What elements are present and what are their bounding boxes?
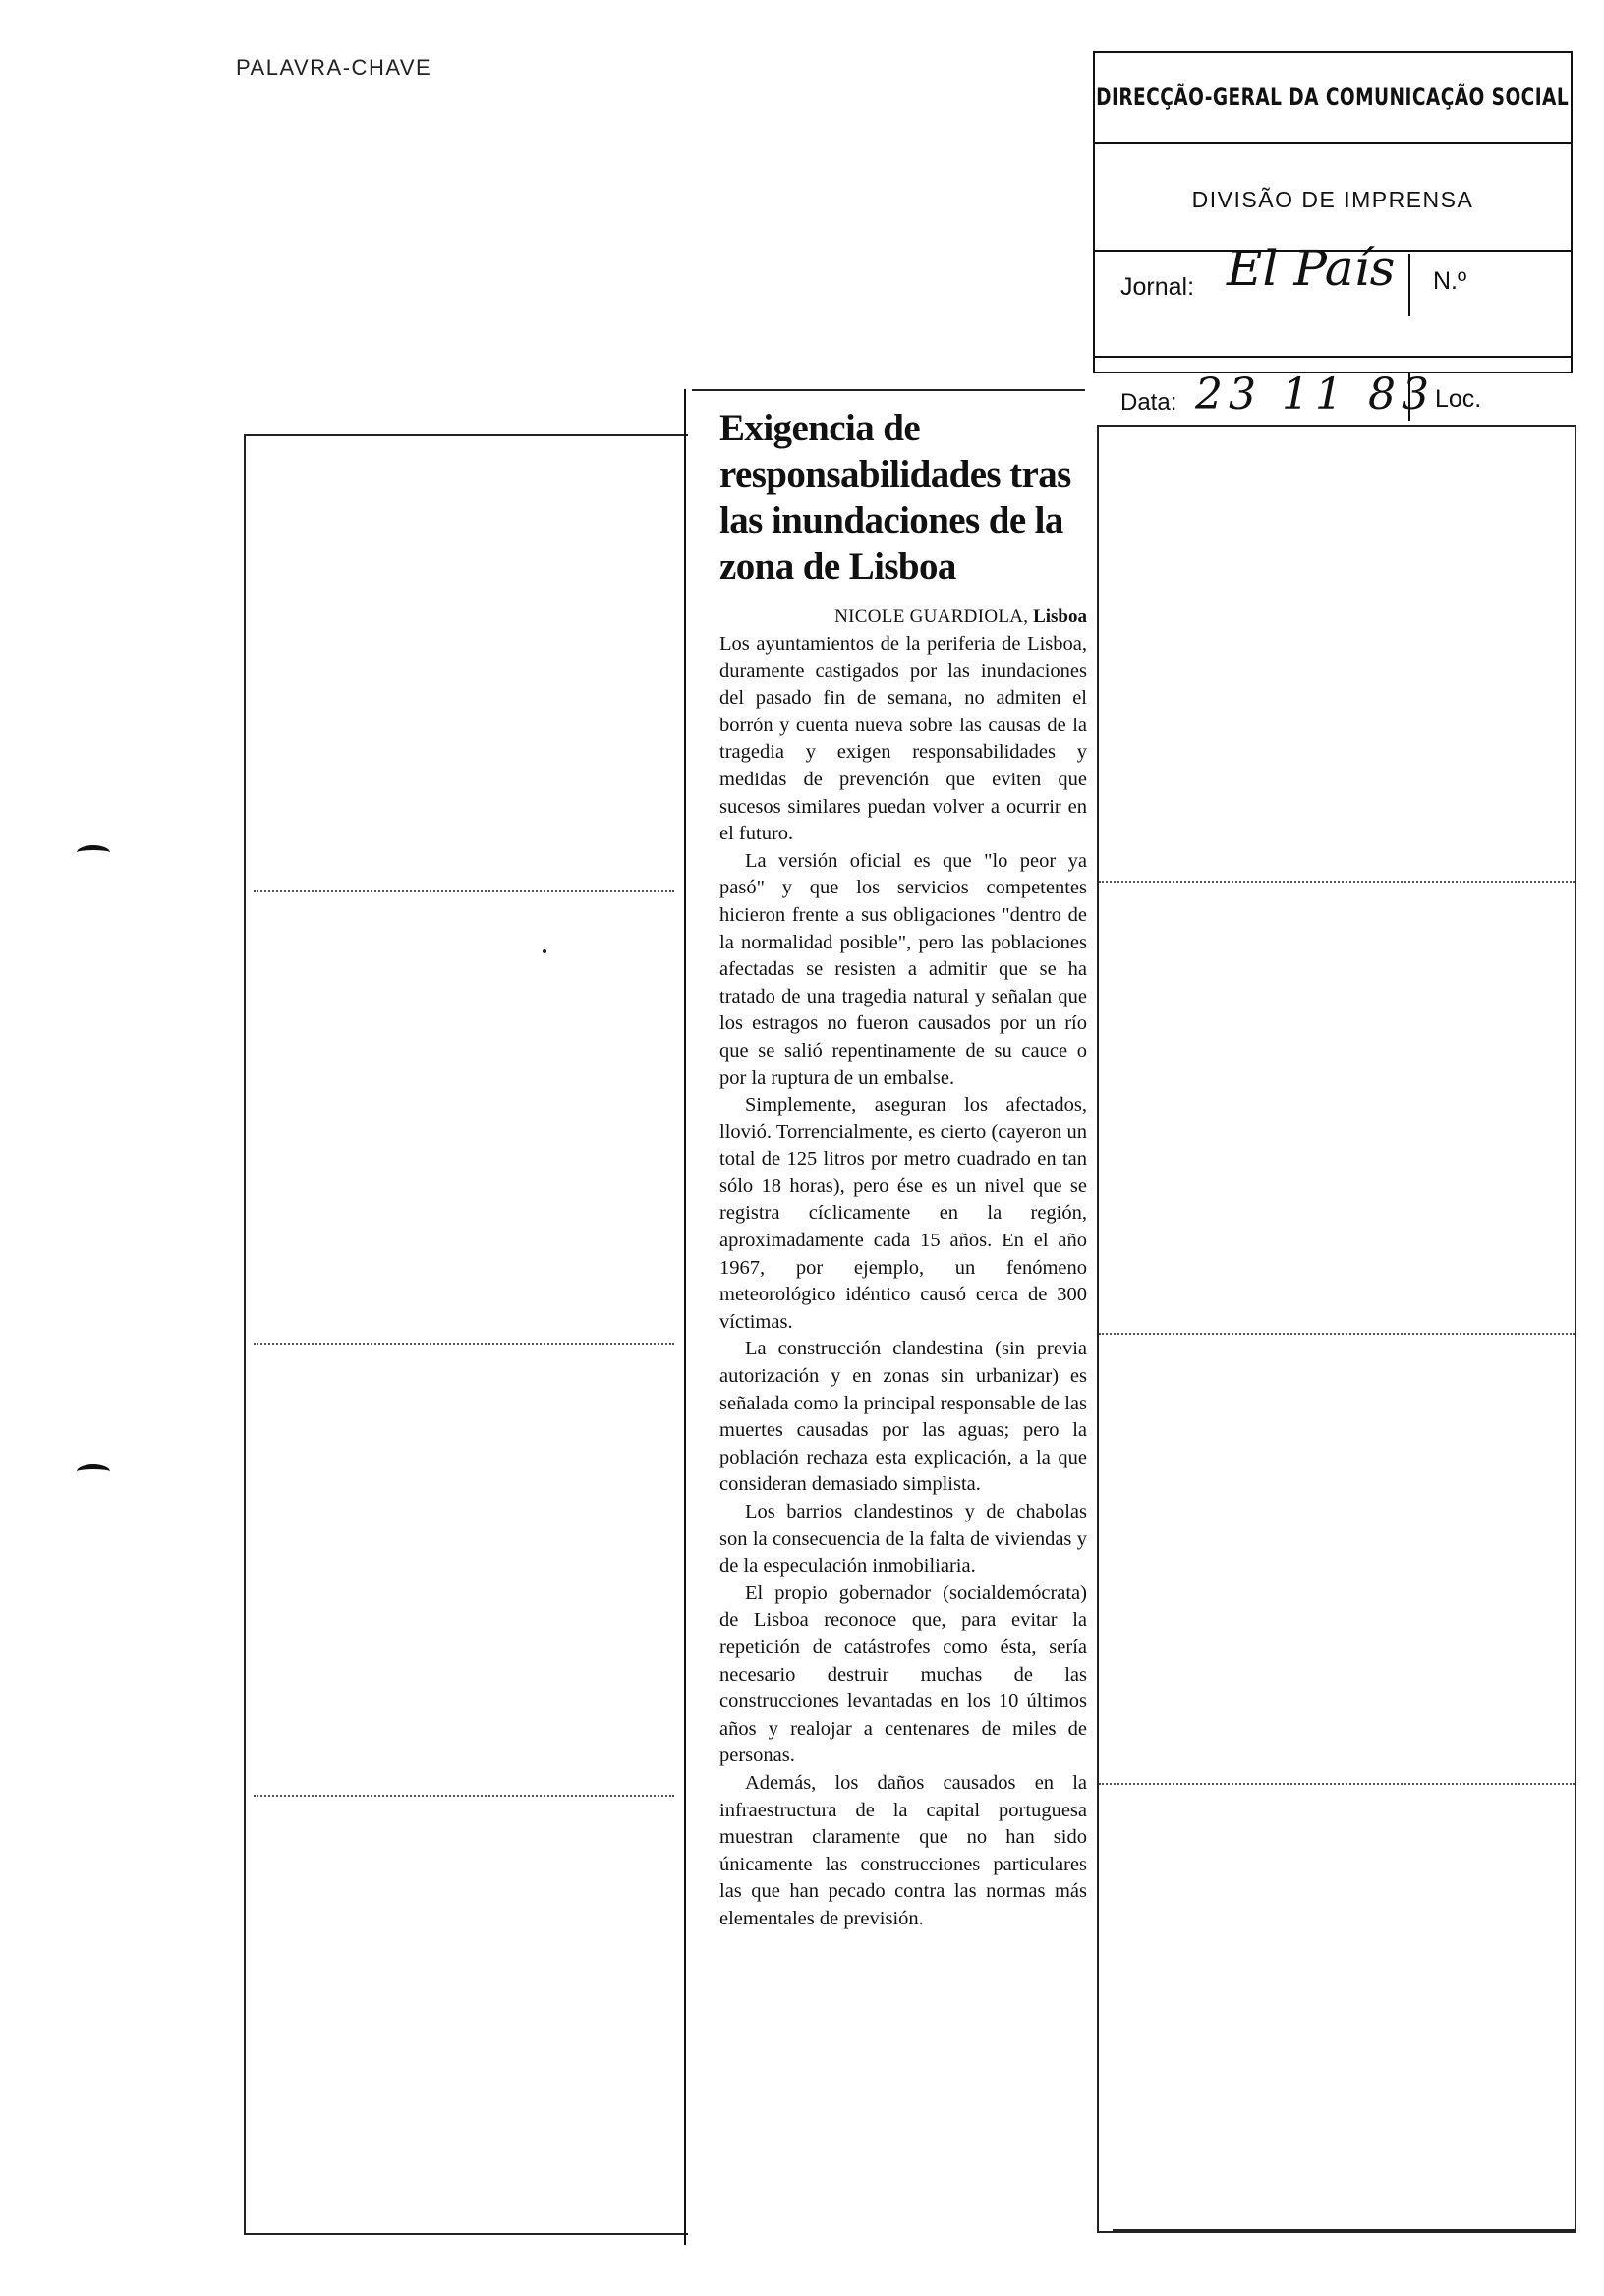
article-paragraph: Los barrios clandestinos y de chabolas son la consecuencia de la falta de viviendas y de la especulación inmobiliaria. bbox=[719, 1501, 1087, 1578]
article-paragraph: La construcción clandestina (sin previa autorización y en zonas sin urbanizar) es señalada como la principal responsable de las muertes causadas por las aguas; pero la población rechaza esta explicación, a la que consideran demasiado simplista. bbox=[719, 1338, 1087, 1496]
number-label: N.º bbox=[1433, 267, 1467, 295]
top-rule bbox=[692, 389, 1085, 391]
location-label: Loc. bbox=[1435, 385, 1482, 413]
journal-handwritten-value: El País bbox=[1227, 240, 1396, 297]
stamp-division-name: DIVISÃO DE IMPRENSA bbox=[1191, 186, 1474, 212]
article-headline: Exigencia de responsabilidades tras las inundaciones de la zona de Lisboa bbox=[719, 407, 1071, 588]
right-blank-panel bbox=[1097, 425, 1576, 2233]
scan-speck bbox=[543, 949, 546, 953]
binder-hole-mark-1 bbox=[77, 845, 110, 860]
date-handwritten-value: 23 11 83 bbox=[1195, 370, 1435, 420]
binder-hole-mark-2 bbox=[77, 1464, 110, 1479]
left-dotted-line-2 bbox=[254, 1343, 674, 1345]
right-dotted-line-3 bbox=[1099, 1783, 1575, 1785]
stamp-fields bbox=[1095, 240, 1571, 420]
press-office-stamp bbox=[1093, 51, 1573, 420]
left-dotted-line-1 bbox=[254, 890, 674, 892]
article-paragraph: El propio gobernador (socialdemócrata) de Lisboa reconoce que, para evitar la repetición de catástrofes como ésta, sería necesario destruir muchas de las construcciones levantadas en los 10 últimos años y realojar a centenares de miles de personas. bbox=[719, 1581, 1087, 1767]
left-blank-panel bbox=[244, 434, 688, 2235]
article-city: Lisboa bbox=[1033, 606, 1087, 627]
right-dotted-line-1 bbox=[1099, 881, 1575, 883]
stamp-office-row bbox=[1095, 53, 1571, 144]
article-author: NICOLE GUARDIOLA, bbox=[834, 606, 1029, 627]
article-byline bbox=[719, 605, 1087, 629]
left-dotted-line-3 bbox=[254, 1795, 674, 1797]
article-body bbox=[719, 631, 1087, 1933]
stamp-office-name: DIRECÇÃO-GERAL DA COMUNICAÇÃO SOCIAL bbox=[1096, 84, 1570, 111]
bottom-rule bbox=[1113, 2229, 1576, 2231]
journal-label: Jornal: bbox=[1120, 273, 1195, 301]
article-paragraph: Simplemente, aseguran los afectados, llovió. Torrencialmente, es cierto (cayeron un total de 125 litros por metro cuadrado en tan sólo 18 horas), pero ése es un nivel que se registra cíclicamente en la región, aproximadamente cada 15 años. En el año 1967, por ejemplo, un fenómeno meteorológico idéntico causó cerca de 300 víctimas. bbox=[719, 1094, 1087, 1333]
stamp-divider-horizontal bbox=[1095, 356, 1571, 358]
right-dotted-line-2 bbox=[1099, 1333, 1575, 1335]
article-paragraph: La versión oficial es que "lo peor ya pasó" y que los servicios competentes hicieron frente a sus obligaciones "dentro de la normalidad posible", pero las poblaciones afectadas se resisten a admitir que se ha tratado de una tragedia natural y señalan que los estragos no fueron causados por un río que se salió repentinamente de su cauce o por la ruptura de un embalse. bbox=[719, 849, 1087, 1089]
news-article bbox=[719, 405, 1087, 1933]
keyword-label: PALAVRA-CHAVE bbox=[236, 55, 432, 80]
article-paragraph: Los ayuntamientos de la periferia de Lisboa, duramente castigados por las inundaciones del pasado fin de semana, no admiten el borrón y cuenta nueva sobre las causas de la tragedia y exigen responsabilidades y medidas de prevención que eviten que sucesos similares puedan volver a ocurrir en el futuro. bbox=[719, 633, 1087, 845]
article-paragraph: Además, los daños causados en la infraestructura de la capital portuguesa muestran claramente que no han sido únicamente las construcciones particulares las que han pecado contra las normas más elementales de previsión. bbox=[719, 1771, 1087, 1929]
column-rule bbox=[684, 389, 686, 2245]
stamp-division-row bbox=[1095, 144, 1571, 252]
date-label: Data: bbox=[1120, 389, 1177, 416]
stamp-divider-vertical bbox=[1408, 254, 1410, 316]
